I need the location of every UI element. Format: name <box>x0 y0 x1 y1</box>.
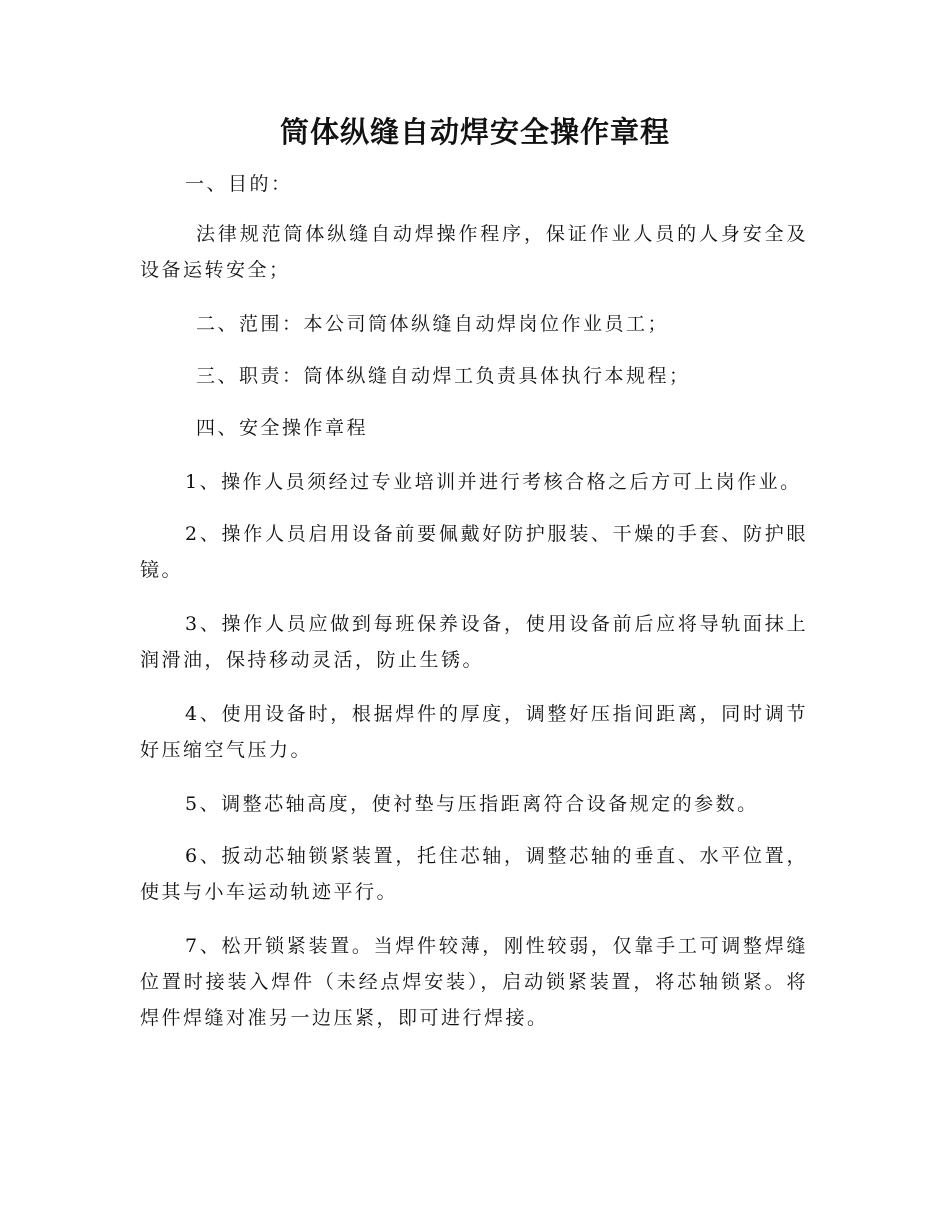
rule-item-1: 1、操作人员须经过专业培训并进行考核合格之后方可上岗作业。 <box>185 471 802 493</box>
scope-paragraph: 二、范围：本公司筒体纵缝自动焊岗位作业员工； <box>196 313 670 335</box>
purpose-heading-text: 一、目的： <box>185 173 293 195</box>
rule-item-6: 6、扳动芯轴锁紧装置，托住芯轴，调整芯轴的垂直、水平位置，使其与小车运动轨迹平行。 <box>140 845 808 903</box>
purpose-text: 法律规范筒体纵缝自动焊操作程序，保证作业人员的人身安全及设备运转安全； <box>140 223 808 281</box>
rules-heading: 四、安全操作章程 <box>196 417 369 439</box>
responsibility-paragraph: 三、职责：筒体纵缝自动焊工负责具体执行本规程； <box>196 365 691 387</box>
rule-item-7: 7、松开锁紧装置。当焊件较薄，刚性较弱，仅靠手工可调整焊缝位置时接装入焊件（未经点焊安装），启动锁紧装置，将芯轴锁紧。将焊件焊缝对准另一边压紧，即可进行焊接。 <box>140 935 808 1029</box>
purpose-heading <box>140 166 808 202</box>
document-title: 筒体纵缝自动焊安全操作章程 <box>279 115 670 149</box>
rule-item-5: 5、调整芯轴高度，使衬垫与压指距离符合设备规定的参数。 <box>185 793 759 815</box>
rule-item-4: 4、使用设备时，根据焊件的厚度，调整好压指间距离，同时调节好压缩空气压力。 <box>140 703 808 761</box>
rule-item-2: 2、操作人员启用设备前要佩戴好防护服装、干燥的手套、防护眼镜。 <box>140 523 808 581</box>
rule-item-3: 3、操作人员应做到每班保养设备，使用设备前后应将导轨面抹上润滑油，保持移动灵活，防止生锈。 <box>140 613 808 671</box>
